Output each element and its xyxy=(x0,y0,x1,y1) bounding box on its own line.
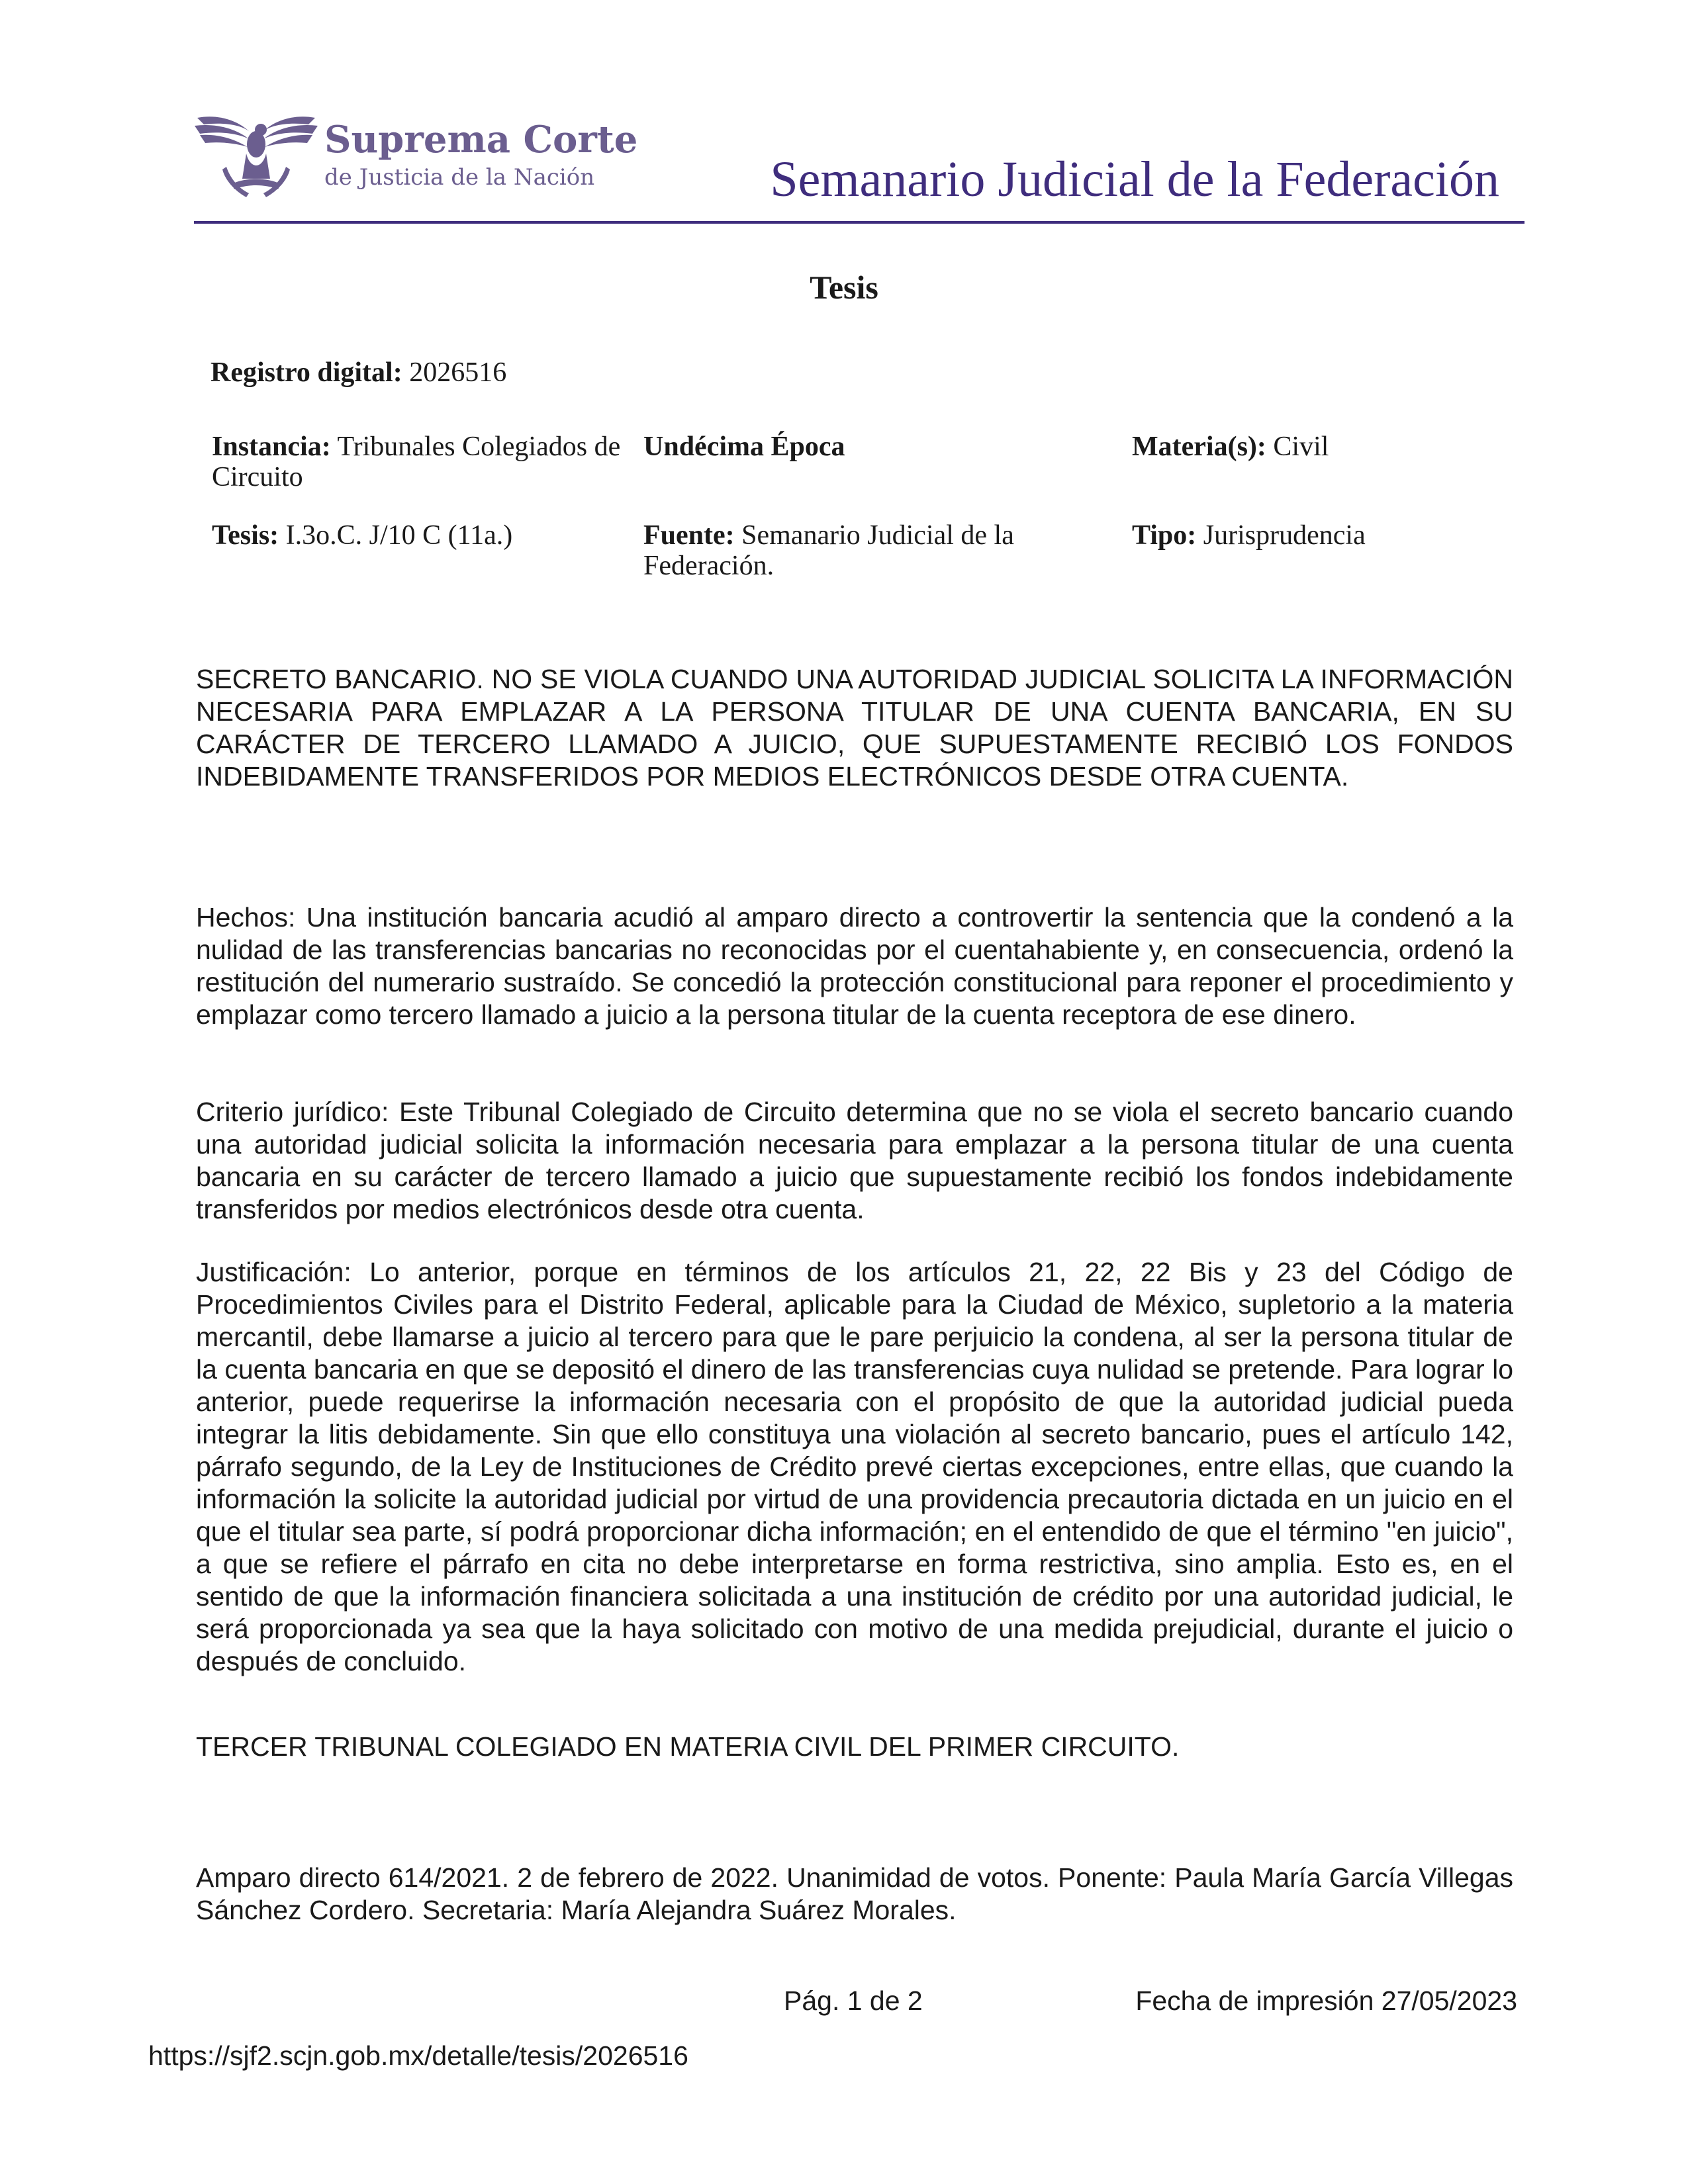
tipo-value: Jurisprudencia xyxy=(1203,520,1366,551)
instancia-value: Tribunales Colegiados de Circuito xyxy=(212,432,621,492)
tesis-value: I.3o.C. J/10 C (11a.) xyxy=(285,520,513,551)
amparo-paragraph: Amparo directo 614/2021. 2 de febrero de 2022. Unanimidad de votos. Ponente: Paula María García Villegas Sánchez Cordero. Secretaria: María Alejandra Suárez Morales. xyxy=(196,1862,1513,1925)
justificacion-paragraph: Justificación: Lo anterior, porque en términos de los artículos 21, 22, 22 Bis y 23 del Código de Procedimientos Civiles para el Distrito Federal, aplicable para la Ciudad de México, supletorio a la materia mercantil, debe llamarse a juicio al tercero para que le pare perjuicio la condena, al ser la persona titular de la cuenta bancaria en que se depositó el dinero de las transferencias cuya nulidad se pretende. Para lograr lo anterior, puede requerirse la información necesaria con el propósito de que la autoridad judicial pueda integrar la litis debidamente. Sin que ello constituya una violación al secreto bancario, pues el artículo 142, párrafo segundo, de la Ley de Instituciones de Crédito prevé ciertas excepciones, entre ellas, que cuando la información la solicite la autoridad judicial por virtud de una providencia precautoria dictada en un juicio en el que el titular sea parte, sí podrá proporcionar dicha información; en el entendido de que el término "en juicio", a que se refiere el párrafo en cita no debe interpretarse en forma restrictiva, sino amplia. Esto es, en el sentido de que la información financiera solicitada a una institución de crédito por una autoridad judicial, le será proporcionada ya sea que la haya solicitado con motivo de una medida prejudicial, durante el juicio o después de concluido. xyxy=(196,1257,1513,1676)
registro-label: Registro digital: xyxy=(211,357,402,388)
publication-title: Semanario Judicial de la Federación xyxy=(770,152,1499,207)
fuente-field xyxy=(643,520,1067,581)
fuente-label: Fuente: xyxy=(643,520,735,551)
page-number: Pág. 1 de 2 xyxy=(784,1985,923,2016)
epoca-field xyxy=(643,432,1107,462)
instancia-field xyxy=(212,432,635,492)
document-type-heading: Tesis xyxy=(810,269,878,306)
tesis-field xyxy=(212,520,635,551)
print-date: Fecha de impresión 27/05/2023 xyxy=(1135,1985,1517,2016)
fuente-value: Semanario Judicial de la Federación. xyxy=(643,520,1014,581)
criterio-paragraph: Criterio jurídico: Este Tribunal Colegiado de Circuito determina que no se viola el secreto bancario cuando una autoridad judicial solicita la información necesaria para emplazar a la persona titular de una cuenta bancaria en su carácter de tercero llamado a juicio que supuestamente recibió los fondos indebidamente transferidos por medios electrónicos desde otra cuenta. xyxy=(196,1097,1513,1224)
tipo-label: Tipo: xyxy=(1132,520,1197,551)
tipo-field xyxy=(1132,520,1516,551)
registro-digital xyxy=(211,357,506,388)
source-url[interactable]: https://sjf2.scjn.gob.mx/detalle/tesis/2026516 xyxy=(148,2040,688,2071)
registro-value: 2026516 xyxy=(409,357,507,388)
tesis-label: Tesis: xyxy=(212,520,279,551)
hechos-paragraph: Hechos: Una institución bancaria acudió al amparo directo a controvertir la sentencia que la condenó a la nulidad de las transferencias bancarias no reconocidas por el cuentahabiente y, en consecuencia, ordenó la restitución del numerario sustraído. Se concedió la protección constitucional para reponer el procedimiento y emplazar como tercero llamado a juicio a la persona titular de la cuenta receptora de ese dinero. xyxy=(196,902,1513,1030)
materia-value: Civil xyxy=(1273,432,1329,462)
materia-label: Materia(s): xyxy=(1132,432,1266,462)
tribunal-name: TERCER TRIBUNAL COLEGIADO EN MATERIA CIVIL DEL PRIMER CIRCUITO. xyxy=(196,1731,1180,1762)
logo-title: Suprema Corte xyxy=(324,118,638,161)
epoca-value: Undécima Época xyxy=(643,432,845,462)
thesis-heading: SECRETO BANCARIO. NO SE VIOLA CUANDO UNA AUTORIDAD JUDICIAL SOLICITA LA INFORMACIÓN NECESARIA PARA EMPLAZAR A LA PERSONA TITULAR DE UNA CUENTA BANCARIA, EN SU CARÁCTER DE TERCERO LLAMADO A JUICIO, QUE SUPUESTAMENTE RECIBIÓ LOS FONDOS INDEBIDAMENTE TRANSFERIDOS POR MEDIOS ELECTRÓNICOS DESDE OTRA CUENTA. xyxy=(196,664,1513,792)
instancia-label: Instancia: xyxy=(212,432,331,462)
header-divider xyxy=(194,221,1524,224)
logo-subtitle: de Justicia de la Nación xyxy=(324,164,595,191)
materia-field xyxy=(1132,432,1516,462)
scjn-logo xyxy=(192,106,638,205)
eagle-emblem-icon xyxy=(192,106,318,205)
